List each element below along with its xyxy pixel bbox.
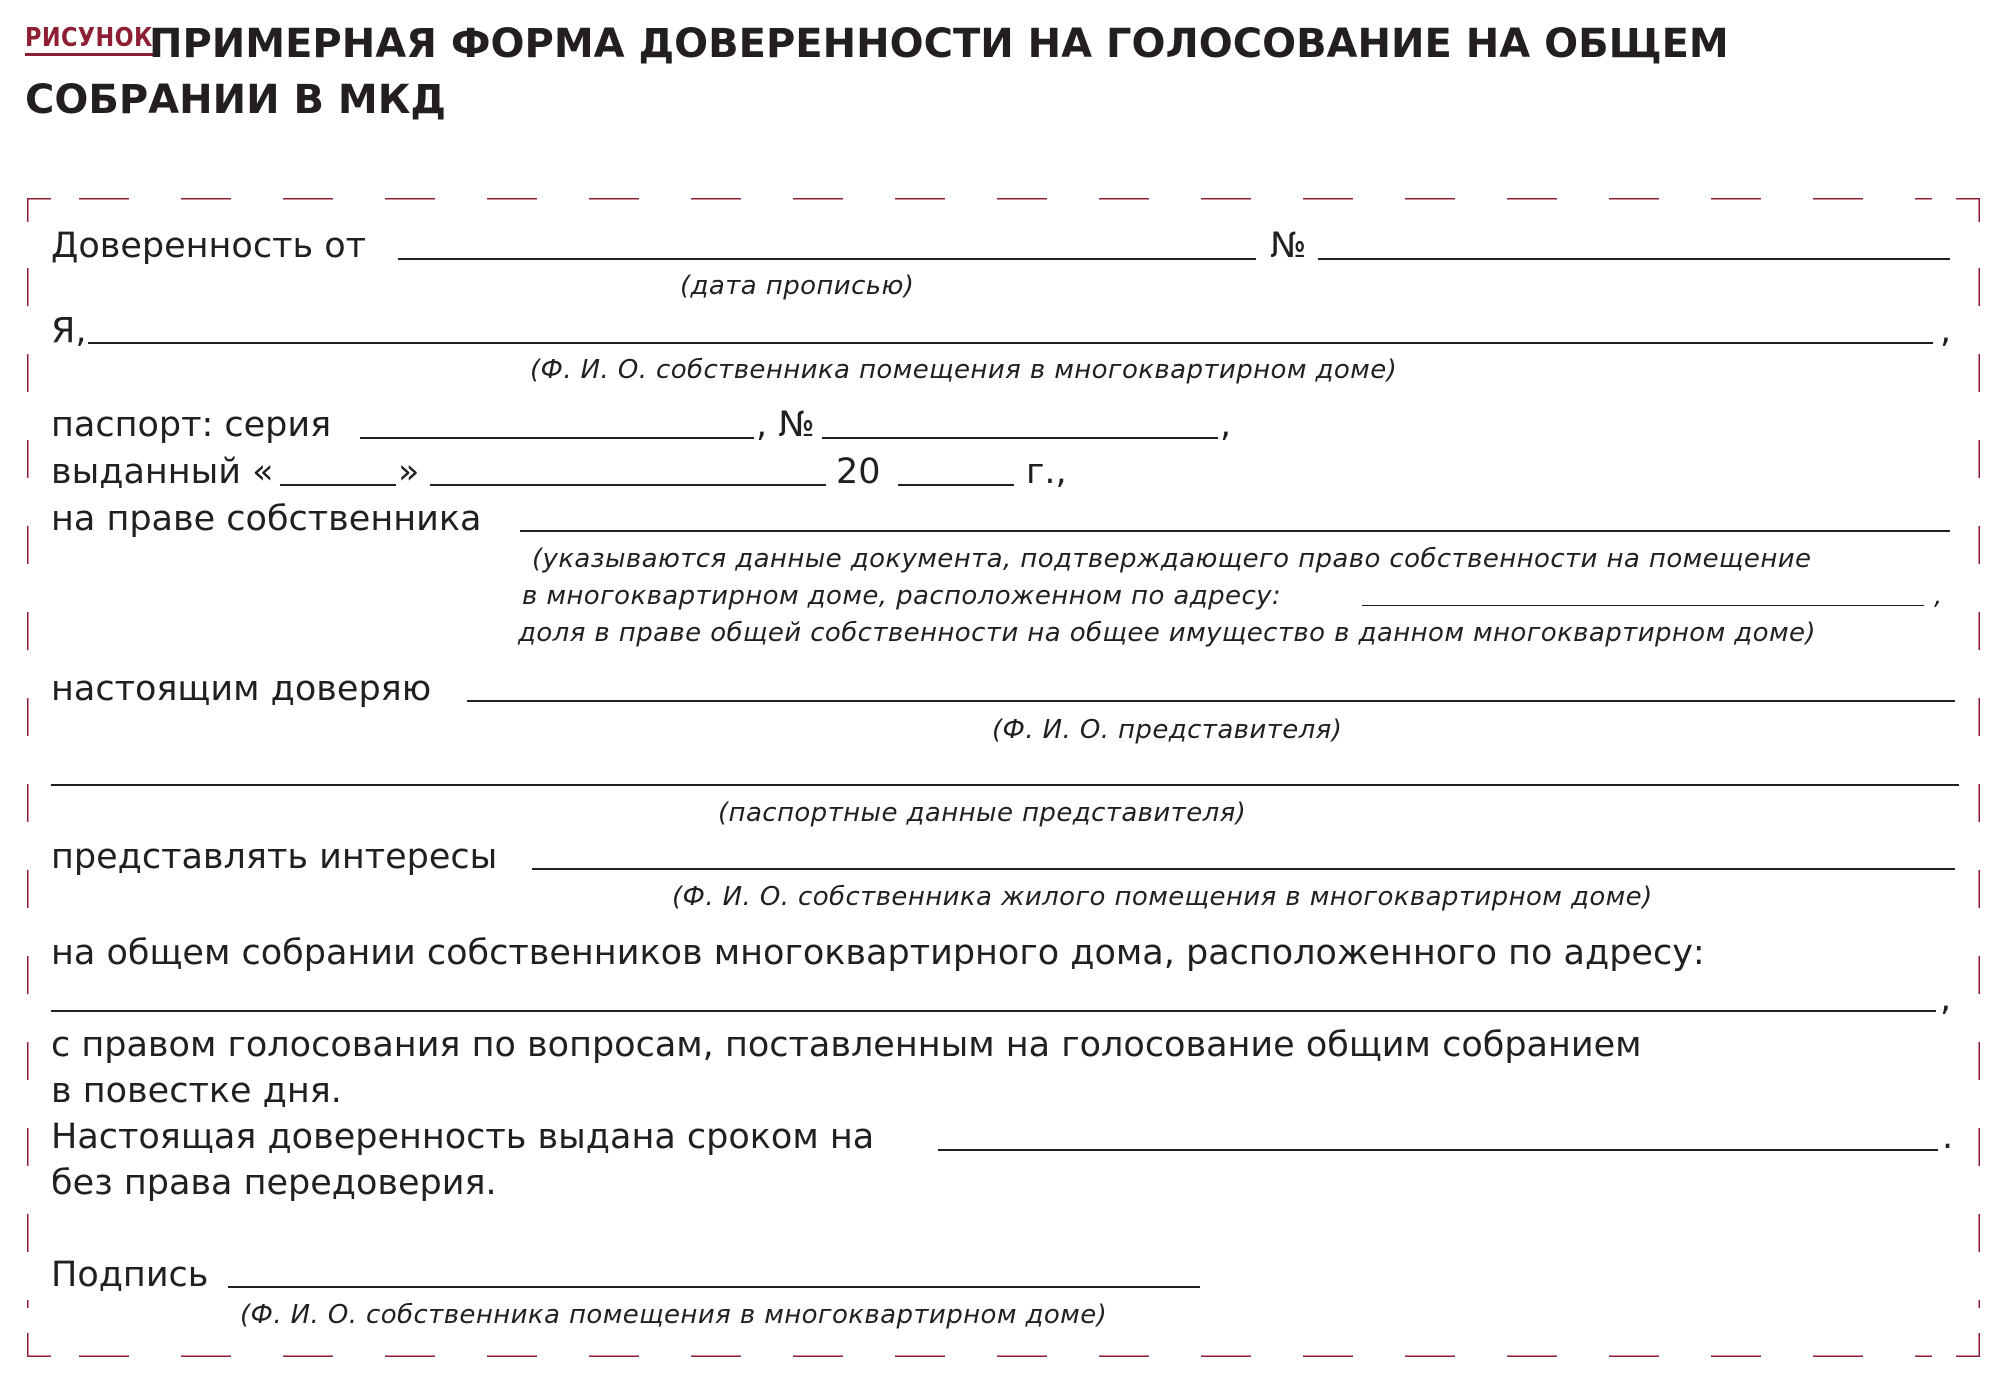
passport-number-sign: , № xyxy=(756,405,815,445)
comma: , xyxy=(1940,979,1952,1019)
period: . xyxy=(1942,1117,1954,1157)
voting-line2: в повестке дня. xyxy=(51,1071,342,1111)
residential-owner-field[interactable] xyxy=(532,868,1955,870)
date-field[interactable] xyxy=(398,258,1256,260)
signature-label: Подпись xyxy=(51,1255,209,1295)
caption-rep-passport: (паспортные данные представителя) xyxy=(718,798,1247,828)
passport-series-field[interactable] xyxy=(360,437,754,439)
representative-passport-field[interactable] xyxy=(51,784,1959,786)
meeting-address-field[interactable] xyxy=(51,1010,1936,1012)
caption-doc-line1: (указываются данные документа, подтверждающего право собственности на помещение xyxy=(532,544,1812,574)
number-sign: № xyxy=(1270,226,1307,266)
owner-name-field[interactable] xyxy=(88,342,1933,344)
year-prefix: 20 xyxy=(836,452,881,492)
comma: , xyxy=(1220,405,1232,445)
representative-name-field[interactable] xyxy=(467,700,1955,702)
caption-residential-owner: (Ф. И. О. собственника жилого помещения в многоквартирном доме) xyxy=(672,882,1653,912)
no-redelegation: без права передоверия. xyxy=(51,1163,497,1203)
caption-rep: (Ф. И. О. представителя) xyxy=(992,715,1343,745)
year-suffix: г., xyxy=(1026,452,1067,492)
dated-label: Доверенность от xyxy=(51,226,367,266)
term-field[interactable] xyxy=(938,1149,1938,1151)
i-label: Я, xyxy=(51,311,87,351)
caption-owner: (Ф. И. О. собственника помещения в многоквартирном доме) xyxy=(530,355,1398,385)
represent-label: представлять интересы xyxy=(51,837,498,877)
ownership-label: на праве собственника xyxy=(51,499,482,539)
issued-label: выданный « xyxy=(51,452,274,492)
passport-number-field[interactable] xyxy=(822,437,1218,439)
caption-doc-line3: доля в праве общей собственности на общее имущество в данном многоквартирном доме) xyxy=(518,618,1816,648)
ownership-document-field[interactable] xyxy=(520,530,1950,532)
figure-label: РИСУНОК xyxy=(25,24,153,56)
issued-year-field[interactable] xyxy=(898,484,1014,486)
voting-line1: с правом голосования по вопросам, поставленным на голосование общим собранием xyxy=(51,1025,1642,1065)
entrust-label: настоящим доверяю xyxy=(51,669,432,709)
term-label: Настоящая доверенность выдана сроком на xyxy=(51,1117,875,1157)
comma: , xyxy=(1940,311,1952,351)
caption-signature: (Ф. И. О. собственника помещения в многоквартирном доме) xyxy=(240,1300,1108,1330)
passport-label: паспорт: серия xyxy=(51,405,332,445)
number-field[interactable] xyxy=(1318,258,1950,260)
signature-field[interactable] xyxy=(228,1286,1200,1288)
quote-close: » xyxy=(398,452,420,492)
address-field[interactable] xyxy=(1362,605,1924,606)
issued-by-field[interactable] xyxy=(430,484,826,486)
issued-day-field[interactable] xyxy=(280,484,396,486)
meeting-text: на общем собрании собственников многоквартирного дома, расположенного по адресу: xyxy=(51,933,1705,973)
comma: , xyxy=(1934,581,1943,611)
page-title: ПРИМЕРНАЯ ФОРМА ДОВЕРЕННОСТИ НА ГОЛОСОВАНИЕ НА ОБЩЕМ СОБРАНИИ В МКД xyxy=(25,21,1729,123)
caption-doc-line2: в многоквартирном доме, расположенном по адресу: xyxy=(522,581,1282,611)
caption-date: (дата прописью) xyxy=(680,271,915,301)
